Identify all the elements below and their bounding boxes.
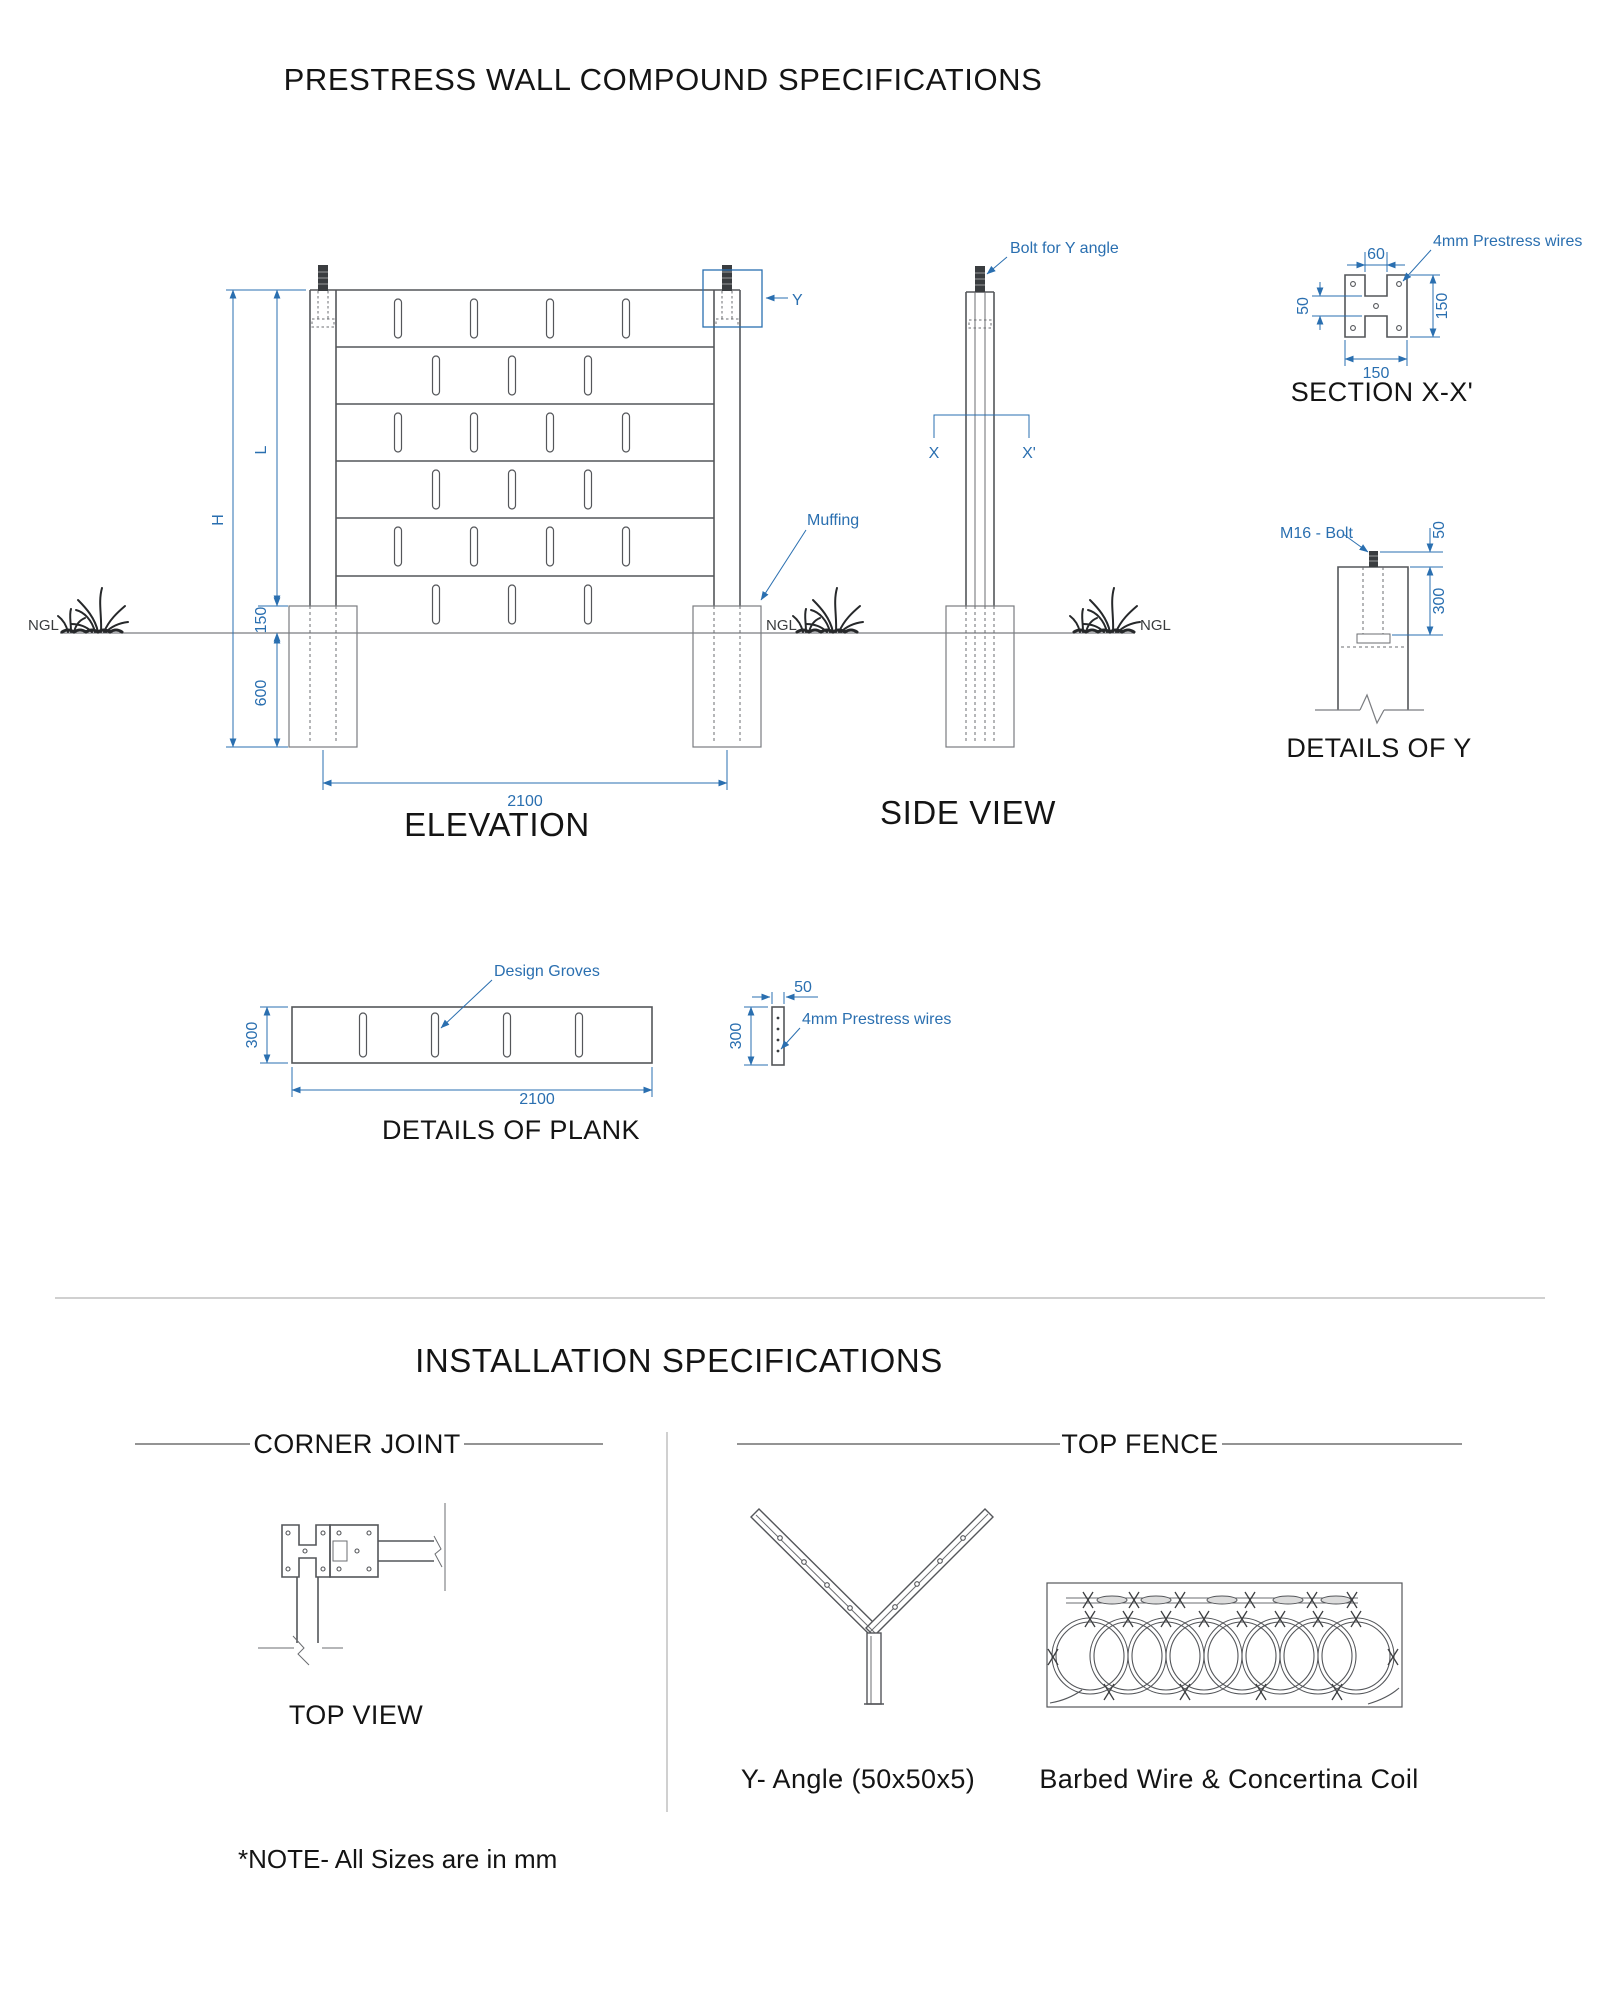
elevation-dimensions xyxy=(210,290,727,810)
dim-h-label: H xyxy=(210,514,227,526)
y-post-outline xyxy=(1338,567,1408,710)
section-xx-view xyxy=(1291,233,1583,407)
y-angle-stem xyxy=(867,1633,881,1704)
bolt-end-plate xyxy=(1357,634,1390,643)
bolt-for-y-angle-label: Bolt for Y angle xyxy=(1010,240,1119,257)
right-post xyxy=(714,290,740,744)
x-prime-marker-label: X' xyxy=(1022,445,1036,462)
dim-600-label: 600 xyxy=(253,679,270,707)
break-line-down xyxy=(293,1636,309,1665)
x-marker-label: X xyxy=(928,445,940,462)
ground-line-group xyxy=(28,588,1171,634)
details-y-dimensions xyxy=(1380,521,1448,635)
plank-dimensions xyxy=(244,1007,652,1108)
section-dimensions xyxy=(1295,246,1451,382)
muffing-label: Muffing xyxy=(807,512,860,529)
details-of-plank-caption: DETAILS OF PLANK xyxy=(382,1115,640,1145)
dim-150-bottom-label: 150 xyxy=(1362,365,1390,382)
muffing-callout xyxy=(761,512,859,600)
break-line xyxy=(1360,695,1384,723)
dim-50-label: 50 xyxy=(794,979,812,996)
dim-150-label: 150 xyxy=(253,606,270,634)
wires-callout xyxy=(1403,233,1582,281)
dim-300-section-label: 300 xyxy=(728,1022,745,1050)
wires-label: 4mm Prestress wires xyxy=(1433,233,1583,250)
coil-barbs xyxy=(1048,1611,1398,1700)
plant-right xyxy=(1070,588,1140,632)
concertina-coil xyxy=(1050,1618,1399,1704)
details-of-plank-view xyxy=(244,963,951,1145)
elevation-caption: ELEVATION xyxy=(404,806,590,843)
note-text: *NOTE- All Sizes are in mm xyxy=(238,1844,558,1874)
dim-2100-label: 2100 xyxy=(507,793,543,810)
corner-joint-drawing xyxy=(258,1503,445,1665)
side-footing xyxy=(946,606,1014,747)
ngl-label-right: NGL xyxy=(1140,617,1171,634)
barbed-wire-caption: Barbed Wire & Concertina Coil xyxy=(1039,1764,1419,1794)
details-of-y-caption: DETAILS OF Y xyxy=(1286,733,1472,763)
top-fence-header: TOP FENCE xyxy=(1061,1429,1219,1459)
barbed-wire-drawing xyxy=(1047,1583,1402,1707)
details-of-y-view xyxy=(1280,521,1472,763)
y-callout-label: Y xyxy=(792,292,803,309)
plank-outline xyxy=(292,1007,652,1063)
plank-cross-section xyxy=(728,979,951,1065)
y-angle-left-arm xyxy=(751,1509,880,1637)
corner-joint-section xyxy=(135,1429,603,1730)
prestress-wire-holes xyxy=(1351,282,1402,331)
bolt-callout xyxy=(987,240,1119,274)
side-view-caption: SIDE VIEW xyxy=(880,794,1056,831)
ngl-label-left: NGL xyxy=(28,617,59,634)
dim-2100-label: 2100 xyxy=(519,1091,555,1108)
plant-mid xyxy=(793,588,863,632)
side-post-anchor-bolt xyxy=(969,266,991,328)
m16-bolt-head xyxy=(1369,551,1378,567)
break-line-right xyxy=(434,1536,442,1567)
elevation-view xyxy=(210,265,803,843)
barbed-wire-strand xyxy=(1066,1592,1358,1608)
y-angle-drawing xyxy=(751,1509,993,1704)
m16-bolt-label: M16 - Bolt xyxy=(1280,525,1353,542)
top-fence-section xyxy=(737,1429,1462,1794)
section-xx-caption: SECTION X-X' xyxy=(1290,377,1474,407)
y-angle-caption: Y- Angle (50x50x5) xyxy=(740,1764,976,1794)
dim-50-label: 50 xyxy=(1295,297,1312,315)
ngl-label-mid: NGL xyxy=(766,617,797,634)
left-post-anchor-bolt xyxy=(312,265,334,327)
right-footing xyxy=(693,606,761,747)
left-post xyxy=(310,290,336,744)
dim-60-label: 60 xyxy=(1367,246,1385,263)
left-footing xyxy=(289,606,357,747)
plank-grooves-detail xyxy=(360,1013,583,1057)
installation-title: INSTALLATION SPECIFICATIONS xyxy=(415,1342,943,1379)
design-grooves-label: Design Groves xyxy=(494,963,600,980)
dim-300-front-label: 300 xyxy=(244,1021,261,1049)
plant-left xyxy=(58,588,128,632)
plank-rows xyxy=(336,347,714,576)
page-title: PRESTRESS WALL COMPOUND SPECIFICATIONS xyxy=(283,62,1043,97)
dim-l-label: L xyxy=(253,445,270,455)
y-detail-callout xyxy=(703,270,803,327)
top-view-caption: TOP VIEW xyxy=(288,1700,424,1730)
m16-bolt-callout xyxy=(1280,525,1368,552)
right-post-anchor-bolt xyxy=(716,265,738,327)
dim-50-label: 50 xyxy=(1431,521,1448,539)
side-view xyxy=(761,240,1119,831)
section-wires-label: 4mm Prestress wires xyxy=(802,1011,952,1028)
dim-150-right-label: 150 xyxy=(1434,292,1451,320)
corner-joint-header: CORNER JOINT xyxy=(253,1429,461,1459)
dim-300-label: 300 xyxy=(1431,587,1448,615)
section-cut-marker xyxy=(929,415,1036,462)
